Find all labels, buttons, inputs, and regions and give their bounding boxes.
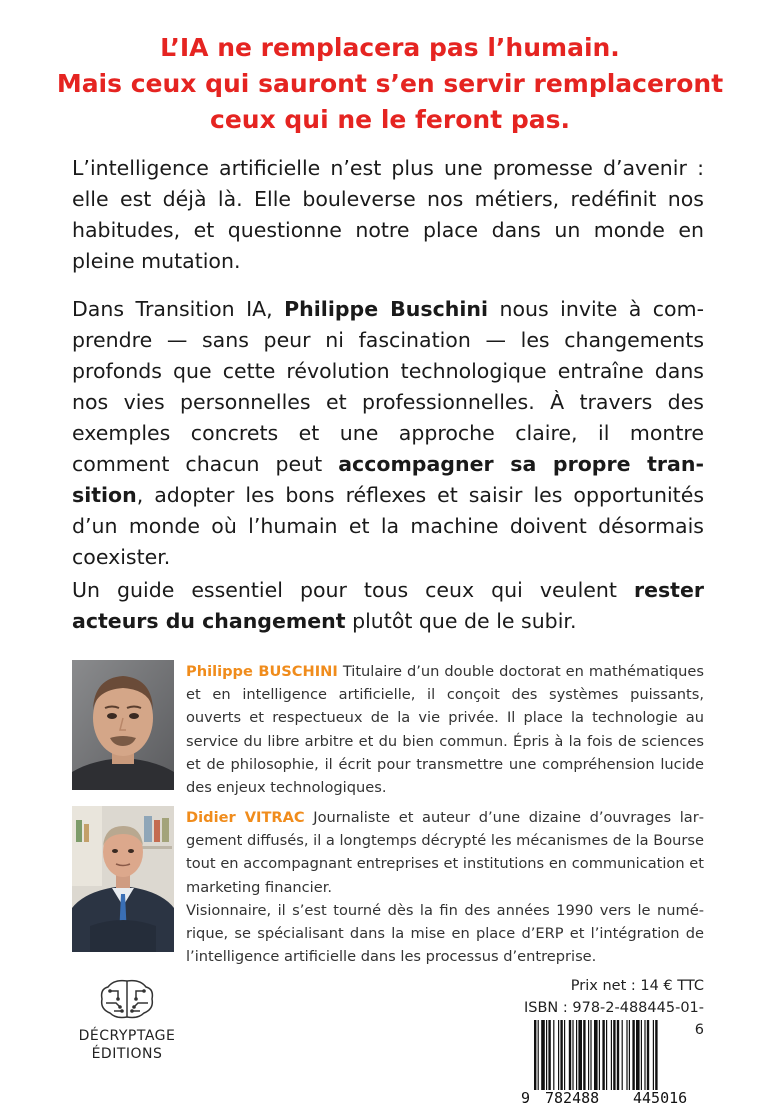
description-text-a: Dans Transition IA, bbox=[72, 297, 273, 321]
intro-text: L’intelligence artificielle n’est plus une promesse d’avenir : elle est déjà là. Elle bouleverse nos métiers, redéfinit nos habitudes, et questionne notre place dans un monde en pleine mutation. bbox=[72, 156, 704, 273]
bio-buschini bbox=[186, 660, 704, 799]
description-text-c: , adopter les bons réflexes et saisir les opportunités d’un monde où l’humain et la machine doivent désormais coexister. bbox=[72, 483, 704, 569]
bio-text-vitrac-2: Visionnaire, il s’est tourné dès la fin des années 1990 vers le numérique, se spécialisant dans la mise en place d’ERP et l’intégration de l’intelligence artificielle dans les processus d’entreprise. bbox=[186, 901, 704, 966]
intro-paragraph bbox=[72, 153, 704, 277]
barcode-digits-right: 445016 bbox=[633, 1089, 688, 1107]
headline-line-1: L’IA ne remplacera pas l’humain. bbox=[160, 33, 620, 62]
bio-text-vitrac: Journaliste et auteur d’une dizaine d’ouvrages largement diffusés, il a longtemps décrypté les mécanismes de la Bourse tout en accompagnant entreprises et institutions en communication et marketing financier. bbox=[186, 809, 704, 896]
bio-author-buschini: Philippe BUSCHINI bbox=[186, 663, 338, 680]
description-text-b: nous invite à comprendre — sans peur ni fascination — les changements profonds que cette révolution technologique entraîne dans nos vies personnelles et professionnelles. À travers des exemples concrets et une approche claire, il montre comment chacun peut bbox=[72, 297, 704, 476]
conclusion-text-c: plutôt que de le subir. bbox=[352, 609, 577, 633]
headline-line-3: ceux qui ne le feront pas. bbox=[210, 105, 570, 134]
price-label: Prix net : 14 € TTC bbox=[570, 978, 704, 994]
description-bold: accompagner sa propre transition bbox=[72, 452, 704, 507]
barcode-digits-left: 782488 bbox=[545, 1089, 600, 1107]
publisher-name-line-1: DÉCRYPTAGE bbox=[78, 1028, 176, 1044]
headline-line-2: Mais ceux qui sauront s’en servir remplaceront bbox=[56, 69, 724, 98]
bio-text-buschini: Titulaire d’un double doctorat en mathématiques et en intelligence artificielle, il conçoit des systèmes puissants, ouverts et respectueux de la vie privée. Il place la technologie au service du libre arbitre et du bien commun. Épris à la fois de sciences et de philosophie, il écrit pour transmettre une compréhension lucide des enjeux technologiques. bbox=[186, 663, 705, 797]
bio-vitrac bbox=[186, 806, 704, 968]
conclusion-paragraph bbox=[72, 575, 704, 637]
author-photo-buschini bbox=[72, 660, 174, 790]
publisher-logo bbox=[72, 975, 182, 1063]
description-paragraph bbox=[72, 294, 704, 573]
author-photo-vitrac bbox=[72, 806, 174, 952]
brain-circuit-icon bbox=[96, 975, 158, 1023]
publisher-name-line-2: ÉDITIONS bbox=[91, 1046, 163, 1062]
bio-author-vitrac: Didier VITRAC bbox=[186, 809, 305, 826]
author-name-bold: Philippe Buschini bbox=[284, 297, 488, 321]
conclusion-text-a: Un guide essentiel pour tous ceux qui veulent bbox=[72, 578, 617, 602]
conclusion-bold: rester acteurs du changement bbox=[72, 578, 704, 633]
barcode-digit-first: 9 bbox=[521, 1089, 531, 1107]
isbn-label: ISBN : 978-2-488445-01-6 bbox=[523, 1000, 704, 1038]
barcode-digits bbox=[520, 1090, 704, 1106]
headline bbox=[40, 30, 740, 138]
